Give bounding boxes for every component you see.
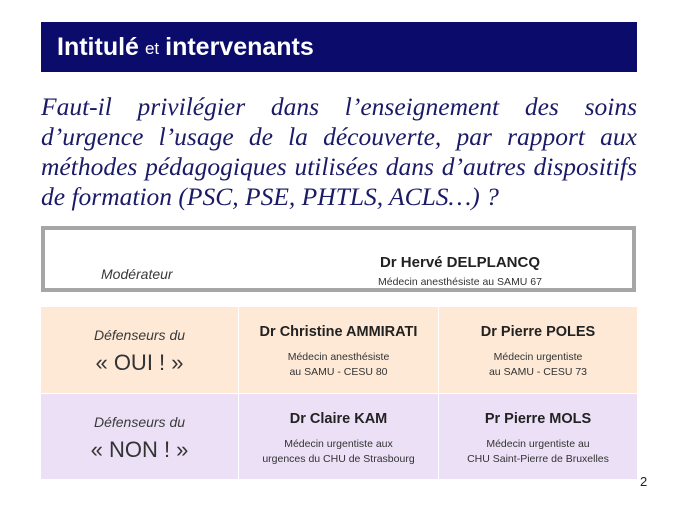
speaker-role-line: Médecin urgentiste au xyxy=(486,438,590,450)
speaker-name: Pr Pierre MOLS xyxy=(484,411,592,427)
oui-side-answer: « OUI ! » xyxy=(95,350,184,375)
speaker-role xyxy=(239,437,438,467)
speaker-role-line: CHU Saint-Pierre de Bruxelles xyxy=(467,453,609,465)
speaker-cell xyxy=(238,393,438,479)
speaker-role-line: au SAMU - CESU 73 xyxy=(488,366,588,378)
speaker-name: Dr Claire KAM xyxy=(289,411,388,427)
debate-question: Faut-il privilégier dans l’enseignement des soins d’urgence l’usage de la découverte, par rapport aux méthodes pédagogiques utilisées dans d’autres dispositifs de formation (PSC, PSE, PHTLS, ACLS…) ? xyxy=(41,92,637,211)
non-side-label: Défenseurs du xyxy=(93,414,186,430)
non-side-answer: « NON ! » xyxy=(90,437,189,462)
speaker-role xyxy=(439,437,637,467)
title-part-2: intervenants xyxy=(165,32,314,61)
speaker-cell xyxy=(438,307,637,393)
moderator-box xyxy=(41,226,636,292)
non-side-cell xyxy=(41,393,238,479)
moderator-role: Médecin anesthésiste au SAMU 67 xyxy=(377,276,542,288)
speaker-name: Dr Christine AMMIRATI xyxy=(259,324,418,340)
speaker-cell xyxy=(438,393,637,479)
speaker-cell xyxy=(238,307,438,393)
speaker-role xyxy=(439,350,637,380)
speaker-role-line: urgences du CHU de Strasbourg xyxy=(262,453,415,465)
speakers-table xyxy=(41,307,637,479)
moderator-name: Dr Hervé DELPLANCQ xyxy=(379,254,541,271)
speaker-name: Dr Pierre POLES xyxy=(480,324,596,340)
speaker-role-line: Médecin urgentiste xyxy=(493,351,583,363)
speaker-role xyxy=(239,350,438,380)
moderator-label: Modérateur xyxy=(101,266,173,282)
oui-side-cell xyxy=(41,307,238,393)
title-part-1: Intitulé xyxy=(57,32,139,61)
title-connector: et xyxy=(144,39,160,58)
speaker-role-line: Médecin urgentiste aux xyxy=(284,438,393,450)
slide-title-bar xyxy=(41,22,637,72)
speaker-role-line: Médecin anesthésiste xyxy=(287,351,390,363)
oui-side-label: Défenseurs du xyxy=(93,327,186,343)
speaker-role-line: au SAMU - CESU 80 xyxy=(289,366,388,378)
page-number: 2 xyxy=(640,474,648,489)
